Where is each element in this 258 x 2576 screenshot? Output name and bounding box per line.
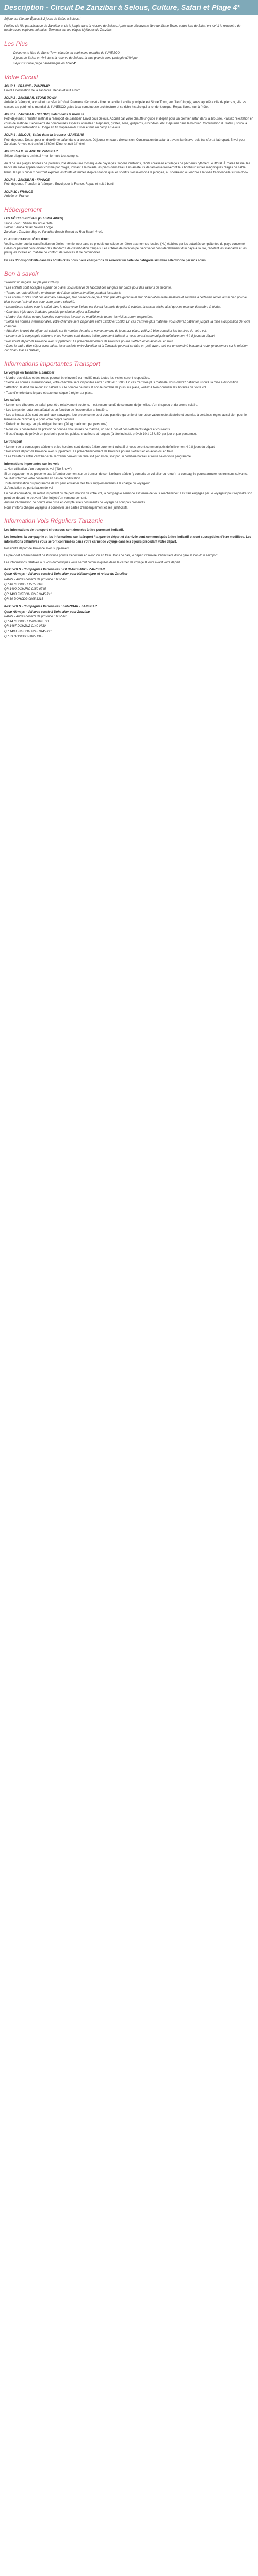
flight-line: QR 40 CDGDOH 1515 2320 bbox=[4, 583, 43, 586]
flights-subtitle: Informations importantes sur les vols bbox=[4, 463, 60, 466]
info-item: * Les temps de route sont aléatoires en fonction de l'observation animalière. bbox=[4, 409, 108, 412]
itinerary-day bbox=[4, 84, 254, 93]
info-item: * Les enfants sont acceptés à partir de 5 ans, sous réserve de l'accord des rangers sur place pour des raisons de sécurité. bbox=[4, 286, 172, 290]
info-item: * L'ordre des visites et des repas pourrait être inversé ou modifié mais toutes les visites seront respectées. bbox=[4, 376, 150, 380]
day-title: JOUR 3 : ZANZIBAR - SELOUS, Safari dans la brousse bbox=[4, 113, 85, 116]
itinerary-day bbox=[4, 113, 254, 130]
info-item: * Temps de route aléatoire en fonction de l'observation animalière pendant les safaris. bbox=[4, 291, 122, 295]
page-title: Description - Circuit De Zanzibar à Selous, Culture, Safari et Plage 4* bbox=[4, 3, 240, 11]
flight-line: QR 39 DOHCDG 0805 1315 bbox=[4, 598, 43, 601]
day-text: Arrivée à l'aéroport, accueil et transfert à l'hôtel. Première découverte libre de la ville. La ville principale est Stone Town, sur l'île d'Unguja, aussi appelé « ville de pierre », elle est classée au patrimoine mondial de l'UNESCO grâce à sa somptueuse architecture et sa riche histoire qui la rendent unique. Repas libres, nuit à l'hôtel. bbox=[4, 101, 247, 109]
itinerary-day bbox=[4, 96, 254, 110]
transport-safaris bbox=[4, 398, 254, 437]
transport-subtitle: Le voyage en Tanzanie & Zanzibar bbox=[4, 371, 55, 375]
classification-text: Veuillez noter que la classification en étoiles mentionnée dans ce produit touristique se réfère aux normes locales (NL) établies par les autorités compétentes du pays concerné. Celles-ci peuvent donc différer des standards de classification français. Les critères de notation peuvent varier considérablement d'un pays à l'autre, reflétant les standards et les pratiques locales en matière de confort, de services et de commodités. bbox=[4, 243, 247, 255]
plus-item: • Découverte libre de Stone Town classée au patrimoine mondial de l'UNESCO bbox=[13, 51, 254, 56]
day-text: Petit-déjeuner. Transfert matinal à l'aéroport de Zanzibar. Envol pour Selous. Accueil par votre chauffeur-guide et départ pour un premier safari dans la brousse. Passez l'excitation en cours de matinée. Découverte de nombreuses espèces animales : éléphants, girafes, lions, guépards, crocodiles, etc. Déjeuner dans le bivouac. Continuation du safari jusqu'à la réserve pour installation au lodge en fin d'après-midi. Dîner et nuit au camp à Selous. bbox=[4, 117, 254, 130]
plus-item: • Séjour sur une plage paradisiaque en hôtel 4* bbox=[13, 62, 254, 66]
intro-text: Profitez de l'île paradisiaque de Zanzibar et de la jungle dans la réserve de Selous. Après une découverte libre de Stone Town, partez lors de Safari en 4x4 à la rencontre de nombreuses espèces animales. Terminez sur les plages idylliques de Zanzibar. bbox=[4, 24, 241, 32]
day-title: JOUR 1 : FRANCE - ZANZIBAR bbox=[4, 84, 50, 88]
info-item: * Prévoir un bagage souple (max 20 kg) bbox=[4, 281, 59, 285]
itinerary-day bbox=[4, 162, 254, 175]
section-title-hotels: Hébergement bbox=[4, 206, 42, 214]
flight-line: QR 1487 DOHZNZ 0140 0730 bbox=[4, 625, 46, 629]
info-item: * La meilleure saison pour le safari dans la réserve de Selous est durant les mois de juillet à octobre, la saison sèche ainsi que les mois de décembre à février. bbox=[4, 306, 221, 309]
itinerary-day bbox=[4, 150, 254, 159]
flight-block bbox=[4, 605, 254, 639]
bon-savoir-list bbox=[4, 281, 254, 353]
transport-section-subtitle: Le transport bbox=[4, 440, 23, 444]
info-item: 1. Non utilisation d'un tronçon de vol ("No Show") bbox=[4, 467, 72, 471]
hotel-warning: En cas d'indisponibilité dans les hôtels cités nous nous chargerons de réserver un hôtel de catégorie similaire sélectionné par nos soins. bbox=[4, 259, 207, 262]
vols-intro: Les informations de transport ci-dessous sont données à titre purement indicatif. bbox=[4, 529, 124, 532]
info-item: * Il est d'usage de prévoir un pourboire pour les guides, chauffeurs et rangers (à titre indicatif, prévoir 10 à 15 USD par jour et par personne). bbox=[4, 433, 197, 436]
day-text: Petit-déjeuner. Transfert à l'aéroport. Envol pour la France. Repas et nuit à bord. bbox=[4, 183, 115, 187]
transport-general bbox=[4, 371, 254, 395]
info-item: * Le nombre d'heures de safari peut être relativement soutenu. Il est recommandé de se munir de jumelles, d'un chapeau et de crème solaire. bbox=[4, 403, 198, 407]
safaris-subtitle: Les safaris bbox=[4, 399, 21, 402]
info-item: * Le nom de la compagnie aérienne et les horaires sont donnés à titre purement indicatif et vous seront communiqués définitivement 4 à 8 jours du départ. bbox=[4, 334, 216, 338]
hotel-list bbox=[4, 217, 254, 234]
flight-block-title: INFO VOLS - Compagnies Partenaires : KILIMANDJARO - ZANZIBAR bbox=[4, 568, 105, 571]
section-title-transport: Informations importantes Transport bbox=[4, 360, 100, 368]
info-item: 2. Annulation ou perturbation de vol bbox=[4, 487, 53, 490]
info-item: * Les animaux cités sont des animaux sauvages, leur présence ne peut donc pas être garantie et leur observation reste aléatoire et soumise à certaines règles aussi bien pour le bien-être de l'animal que pour votre propre sécurité. bbox=[4, 414, 247, 421]
day-text: Petit-déjeuner. Départ pour un deuxième safari dans la brousse. Déjeuner en cours d'excursion. Continuation du safari à travers la réserve puis transfert à l'aéroport. Envol pour Zanzibar. Arrivée et transfert à l'hôtel. Dîner et nuit à l'hôtel. bbox=[4, 138, 246, 146]
intro-tagline: Séjour sur l'île aux Épices & 2 jours de Safari à Selous ! bbox=[4, 18, 81, 21]
flight-line: QR 1499 DOHJRO 0150 0745 bbox=[4, 588, 46, 591]
info-item: * Les animaux cités sont des animaux sauvages, leur présence ne peut donc pas être garantie et leur observation reste aléatoire et soumise à certaines règles aussi bien pour le bien-être de l'animal que pour votre propre sécurité. bbox=[4, 296, 247, 304]
classification-title: CLASSIFICATION HÔTELIÈRE bbox=[4, 238, 49, 242]
title-bar bbox=[0, 0, 258, 15]
hotels-subtitle: LES HÔTELS PRÉVUS (OU SIMILAIRES) bbox=[4, 217, 63, 221]
info-item: * Nous vous conseillons de prévoir de bonnes chaussures de marche, un sac à dos et des vêtements légers et couvrants. bbox=[4, 428, 171, 431]
flight-line: PARIS - Autres départs de province : TGV Air bbox=[4, 615, 67, 619]
vols-intro-2: Les horaires, la compagnie et les informations sur l'aéroport / la gare de départ et d'arrivée sont communiqués à titre indicatif et sont susceptibles d'être modifiées. Les informations définitives vous seront confirmées dans votre carnet de voyage dans les 8 jours précédant votre départ. bbox=[4, 535, 251, 544]
section-title-circuit: Votre Circuit bbox=[4, 73, 38, 81]
itinerary-day bbox=[4, 190, 254, 199]
flight-line: QR 1488 ZNZDOH 2245 0445 J+1 bbox=[4, 630, 52, 633]
day-title: JOUR 4 : SELOUS, Safari dans la brousse - ZANZIBAR bbox=[4, 133, 85, 137]
vols-note: Possibilité départ de Province avec supplément. bbox=[4, 547, 70, 551]
day-title: JOUR 10 : FRANCE bbox=[4, 190, 33, 194]
flight-block bbox=[4, 568, 254, 602]
day-text: Envol à destination de la Tanzanie. Repas et nuit à bord. bbox=[4, 89, 82, 93]
hotel-line: Zanzibar : Zanzibar Bay ou Paradise Beach Resort ou Red Beach 4* NL bbox=[4, 230, 103, 234]
info-item: Toute modification du programme de vol peut entraîner des frais supplémentaires à la charge du voyageur. bbox=[4, 482, 151, 485]
info-item: * Les transferts entre Zanzibar et la Tanzanie peuvent se faire soit par avion, soit par un combiné bateau et route selon votre programme. bbox=[4, 455, 192, 459]
flight-block-title: INFO VOLS - Compagnies Partenaires : ZANZIBAR - ZANZIBAR bbox=[4, 605, 98, 609]
flight-line: QR 39 DOHCDG 0805 1315 bbox=[4, 635, 43, 638]
info-item: En cas d'annulation, de retard important ou de perturbation de votre vol, la compagnie aérienne est tenue de vous réacheminer. Les frais engagés par le voyageur pour rejoindre son point de départ ne peuvent faire l'objet d'un remboursement. bbox=[4, 492, 252, 500]
section-title-bon-savoir: Bon à savoir bbox=[4, 270, 39, 278]
itinerary-day bbox=[4, 178, 254, 187]
info-item: Si un voyageur ne se présente pas à l'embarquement sur un tronçon de son itinéraire aérien (y compris un vol aller ou retour), la compagnie pourra annuler les tronçons suivants. Veuillez informer votre conseiller en cas de modification. bbox=[4, 472, 248, 481]
hotel-classification bbox=[4, 238, 254, 255]
info-item: * Prévoir un bagage souple obligatoirement (20 kg maximum par personne). bbox=[4, 423, 108, 427]
vols-note: Le pré-post acheminement de Province pourra s'effectuer en avion ou en train. Dans ce cas, le départ / l'arrivée s'effectuera d'une gare et non d'un aéroport. bbox=[4, 554, 219, 557]
page bbox=[0, 0, 258, 647]
day-text: Au fil de ses plages bordées de palmiers, l'île dévoile une mosaïque de paysages : lagons cristallins, récifs coralliens et villages de pêcheurs rythment le littoral. À marée basse, les bancs de sable apparaissent comme par magie, invitant à la balade les pieds dans l'eau. Les amateurs de farniente trouveront leur bonheur sur les magnifiques plages de sable blanc, les plus curieux pourront explorer les forêts et fermes d'épices tandis que les sportifs s'essaieront à la plongée, au snorkeling ou encore à la voile traditionnelle sur un dhow. bbox=[4, 162, 250, 175]
section-title-plus: Les Plus bbox=[4, 40, 28, 47]
day-text: Arrivée en France. bbox=[4, 195, 30, 198]
info-item: * Taxe d'entrée dans le parc et taxe touristique à régler sur place. bbox=[4, 391, 93, 395]
itinerary bbox=[4, 84, 254, 199]
hotel-line: Selous : Africa Safari Selous Lodge bbox=[4, 226, 53, 230]
info-item: Aucune réclamation ne pourra être prise en compte si les documents de voyage ne sont pas présentés. bbox=[4, 501, 146, 505]
transport-flights-info bbox=[4, 462, 254, 510]
info-item: * Possibilité départ de Province avec supplément. Le pré-acheminement de Province pourra s'effectuer en avion ou en train. bbox=[4, 340, 174, 343]
info-item: Nous invitons chaque voyageur à conserver ses cartes d'embarquement et ses justificatifs. bbox=[4, 506, 128, 510]
day-title: JOURS 5 à 8 : PLAGE DE ZANZIBAR bbox=[4, 150, 58, 154]
info-item: * Selon les normes internationales, votre chambre sera disponible entre 12h00 et 15h00. En cas d'arrivée plus matinale, vous devrez patienter jusqu'à la mise à disposition. bbox=[4, 381, 239, 385]
flight-line: QR 44 CDGDOH 1500 0020 J+1 bbox=[4, 620, 50, 623]
info-item: * Chambre triple avec 3 adultes possible pendant le séjour à Zanzibar. bbox=[4, 310, 101, 314]
day-text: Séjour plage dans un hôtel 4* en formule tout compris. bbox=[4, 155, 79, 158]
section-title-vols: Information Vols Réguliers Tanzanie bbox=[4, 517, 103, 525]
flight-line: Qatar Airways : Vol avec escale à Doha aller pour Kilimandjaro et retour de Zanzibar bbox=[4, 573, 128, 577]
transport-transport bbox=[4, 440, 254, 459]
info-item: * Dans le cadre d'un séjour avec safari, les transferts entre Zanzibar et la Tanzanie peuvent se faire en petit avion, soit par un combiné bateau et route (uniquement sur la relation Zanzibar - Dar es Salaam). bbox=[4, 345, 248, 352]
vols-note: Les informations relatives aux vols domestiques vous seront communiquées dans le carnet de voyage 8 jours avant votre départ. bbox=[4, 561, 181, 565]
day-title: JOUR 9 : ZANZIBAR - FRANCE bbox=[4, 178, 50, 182]
info-item: * L'ordre des visites ou des journées pourra être inversé ou modifié mais toutes les visites seront respectées. bbox=[4, 315, 153, 319]
info-item: * Attention, le droit du séjour est calculé sur le nombre de nuits et non le nombre de jours sur place, veillez à bien consulter les horaires de votre vol. bbox=[4, 330, 207, 333]
plus-list bbox=[4, 51, 254, 66]
flight-line: Qatar Airways : Vol avec escale à Doha aller pour Zanzibar bbox=[4, 610, 90, 614]
itinerary-day bbox=[4, 133, 254, 147]
info-item: * Selon les normes internationales, votre chambre sera disponible entre 12h30 et 15h00. En cas d'arrivée plus matinale, vous devrez patienter jusqu'à la mise à disposition de votre chambre. bbox=[4, 320, 250, 328]
info-item: * Le nom de la compagnie aérienne et les horaires sont donnés à titre purement indicatif et vous seront communiqués définitivement 4 à 8 jours du départ. bbox=[4, 445, 216, 449]
flight-line: QR 1488 ZNZDOH 2245 0445 J+1 bbox=[4, 592, 52, 596]
day-title: JOUR 2 : ZANZIBAR, STONE TOWN bbox=[4, 96, 57, 100]
plus-item: • 2 jours de Safari en 4x4 dans la réserve de Selous, la plus grande zone protégée d'Afrique bbox=[13, 56, 254, 61]
hotel-line: Stone Town : Shaba Boutique Hotel bbox=[4, 222, 53, 225]
main-content bbox=[0, 15, 258, 647]
flight-line: PARIS - Autres départs de province : TGV Air bbox=[4, 578, 67, 582]
info-item: * Possibilité départ de Province avec supplément. Le pré-acheminement de Province pourra s'effectuer en avion ou en train. bbox=[4, 450, 174, 454]
info-item: * Attention, le droit du séjour est calculé sur le nombre de nuits et non le nombre de jours sur place, veillez à bien consulter les horaires de votre vol. bbox=[4, 386, 207, 390]
